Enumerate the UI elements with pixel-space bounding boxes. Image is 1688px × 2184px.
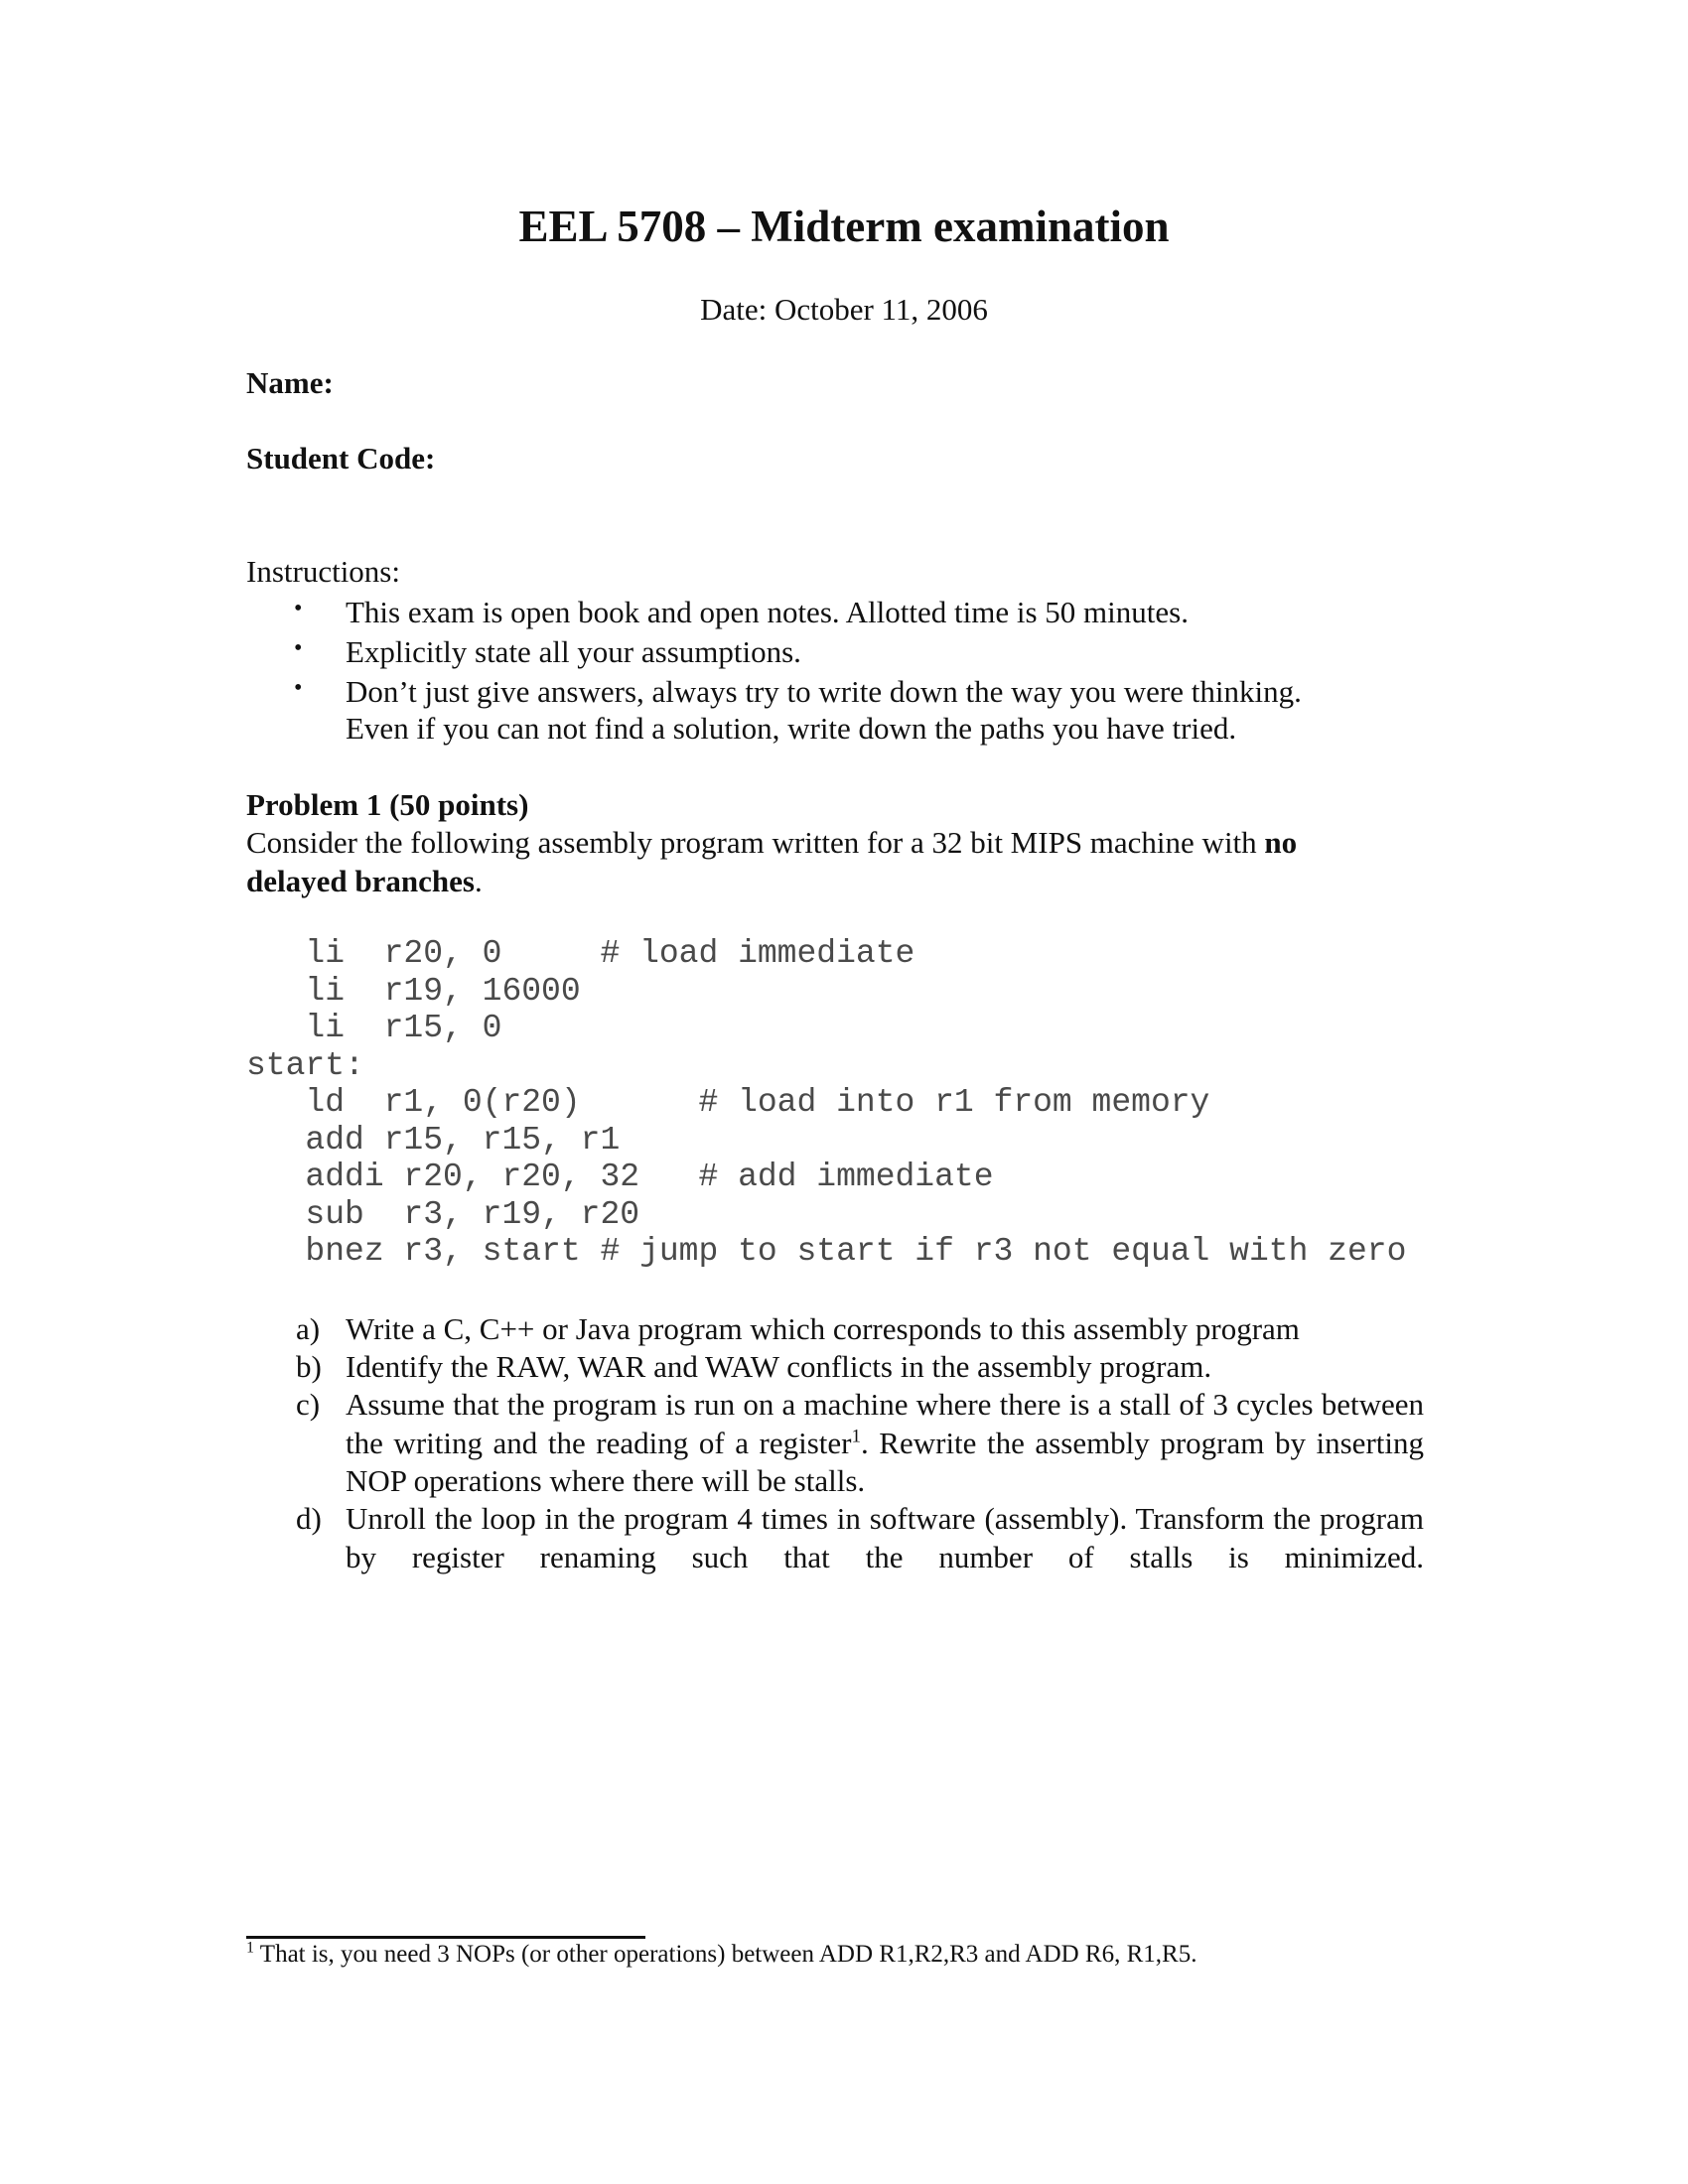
instruction-item: Don’t just give answers, always try to write down the way you were thinking. [346, 674, 1302, 709]
question-b-label: b) [296, 1349, 322, 1384]
footnote-text: That is, you need 3 NOPs (or other operations) between ADD R1,R2,R3 and ADD R6, R1,R5. [254, 1941, 1197, 1968]
code-line: addi r20, r20, 32 # add immediate [246, 1159, 994, 1195]
question-b-text: Identify the RAW, WAR and WAW conflicts in the assembly program. [346, 1349, 1212, 1384]
question-c-text-part2: . Rewrite the assembly program by inserting NOP operations where there will be stalls. [346, 1425, 1424, 1498]
question-d-label: d) [296, 1501, 322, 1536]
footnote [246, 1937, 1196, 1973]
code-line: li r19, 16000 [246, 972, 581, 1010]
problem-1-intro-bold: no [1264, 825, 1298, 860]
problem-1-heading: Problem 1 (50 points) [246, 787, 529, 822]
code-line: li r15, 0 [246, 1010, 502, 1046]
instruction-item-continuation: Even if you can not find a solution, write down the paths you have tried. [346, 711, 1237, 746]
instruction-item: Explicitly state all your assumptions. [346, 634, 801, 669]
instruction-item: This exam is open book and open notes. Allotted time is 50 minutes. [346, 595, 1189, 629]
code-line: sub r3, r19, r20 [246, 1195, 640, 1233]
question-c-text-part1: Assume that the program is run on a machine where there is a stall of 3 cycles between the writing and the reading of a register [346, 1387, 1424, 1460]
code-line: bnez r3, start # jump to start if r3 not equal with zero [246, 1233, 1407, 1270]
exam-date: Date: October 11, 2006 [700, 292, 988, 327]
problem-1-intro-text: Consider the following assembly program written for a 32 bit MIPS machine with [246, 825, 1265, 860]
code-line: add r15, r15, r1 [246, 1121, 621, 1159]
assembly-code-block [246, 935, 1406, 1271]
problem-1-intro-bold: delayed branches [246, 864, 475, 898]
footnote-reference[interactable]: 1 [851, 1426, 861, 1447]
footnote-marker: 1 [246, 1939, 254, 1957]
code-line: ld r1, 0(r20) # load into r1 from memory [246, 1084, 1210, 1121]
problem-1-intro [246, 823, 1297, 863]
question-a-label: a) [296, 1311, 321, 1346]
instructions-heading: Instructions: [246, 554, 400, 589]
problem-1-intro-end: . [474, 864, 483, 898]
name-label: Name: [246, 365, 334, 400]
student-code-label: Student Code: [246, 441, 436, 476]
code-line: li r20, 0 # load immediate [246, 935, 915, 972]
question-a-text: Write a C, C++ or Java program which corresponds to this assembly program [346, 1311, 1300, 1346]
bullet-icon: • [294, 635, 303, 661]
bullet-icon: • [294, 596, 303, 621]
question-d-text: Unroll the loop in the program 4 times in software (assembly). Transform the program by register renaming such that the number of stalls is minimized. [346, 1501, 1424, 1574]
problem-1-intro-line2 [246, 862, 483, 901]
question-c-label: c) [296, 1387, 321, 1422]
code-label-line: start: [246, 1046, 364, 1084]
page-title: EEL 5708 – Midterm examination [518, 202, 1170, 251]
bullet-icon: • [294, 675, 303, 701]
question-c-text [346, 1386, 1424, 1501]
